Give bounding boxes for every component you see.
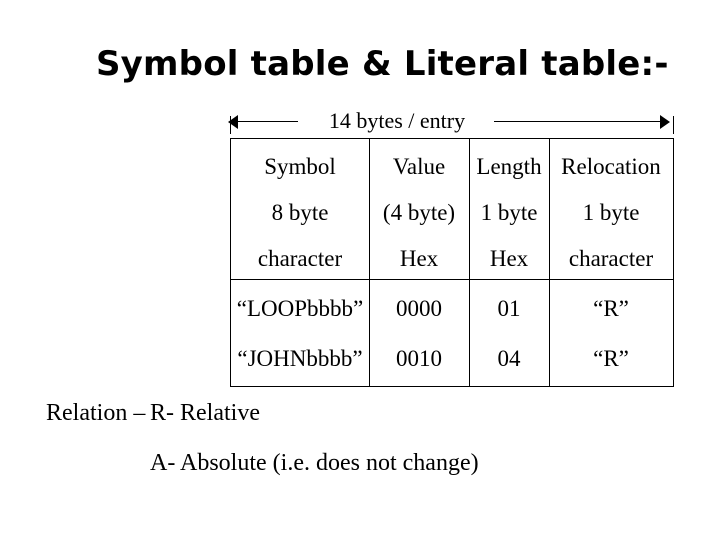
header-type: Hex	[489, 246, 529, 271]
header-value	[369, 144, 469, 282]
header-name: Value	[392, 154, 446, 179]
header-size: 8 byte	[271, 200, 329, 225]
symbol-table	[230, 138, 674, 387]
cell-value: 0010	[396, 346, 442, 371]
header-relocation	[549, 144, 673, 282]
cell-length: 01	[497, 296, 521, 321]
relation-item-relative: R- Relative	[150, 400, 260, 426]
relation-lead: Relation –	[46, 400, 146, 426]
header-symbol	[231, 144, 369, 282]
header-size: (4 byte)	[382, 200, 456, 225]
header-size: 1 byte	[480, 200, 538, 225]
header-length	[469, 144, 549, 282]
dimension-line-right	[494, 121, 668, 122]
header-type: character	[568, 246, 654, 271]
arrow-right-icon	[660, 115, 670, 129]
header-name: Length	[476, 154, 542, 179]
header-size: 1 byte	[582, 200, 640, 225]
slide-title: Symbol table & Literal table:-	[96, 44, 669, 84]
cell-length: 04	[497, 346, 521, 371]
dimension-right-tick	[673, 116, 674, 134]
relation-item-absolute: A- Absolute (i.e. does not change)	[150, 450, 479, 476]
header-type: Hex	[399, 246, 439, 271]
cell-relocation: “R”	[593, 296, 629, 321]
cell-symbol: “LOOPbbbb”	[236, 296, 364, 321]
header-type: character	[257, 246, 343, 271]
arrow-left-icon	[228, 115, 238, 129]
entry-size-dimension	[228, 108, 676, 134]
header-name: Relocation	[561, 154, 661, 179]
cell-symbol: “JOHNbbbb”	[237, 346, 363, 371]
header-name: Symbol	[264, 154, 336, 179]
dimension-line-left	[232, 121, 298, 122]
cell-relocation: “R”	[593, 346, 629, 371]
cell-value: 0000	[396, 296, 442, 321]
entry-size-label: 14 bytes / entry	[328, 108, 466, 133]
